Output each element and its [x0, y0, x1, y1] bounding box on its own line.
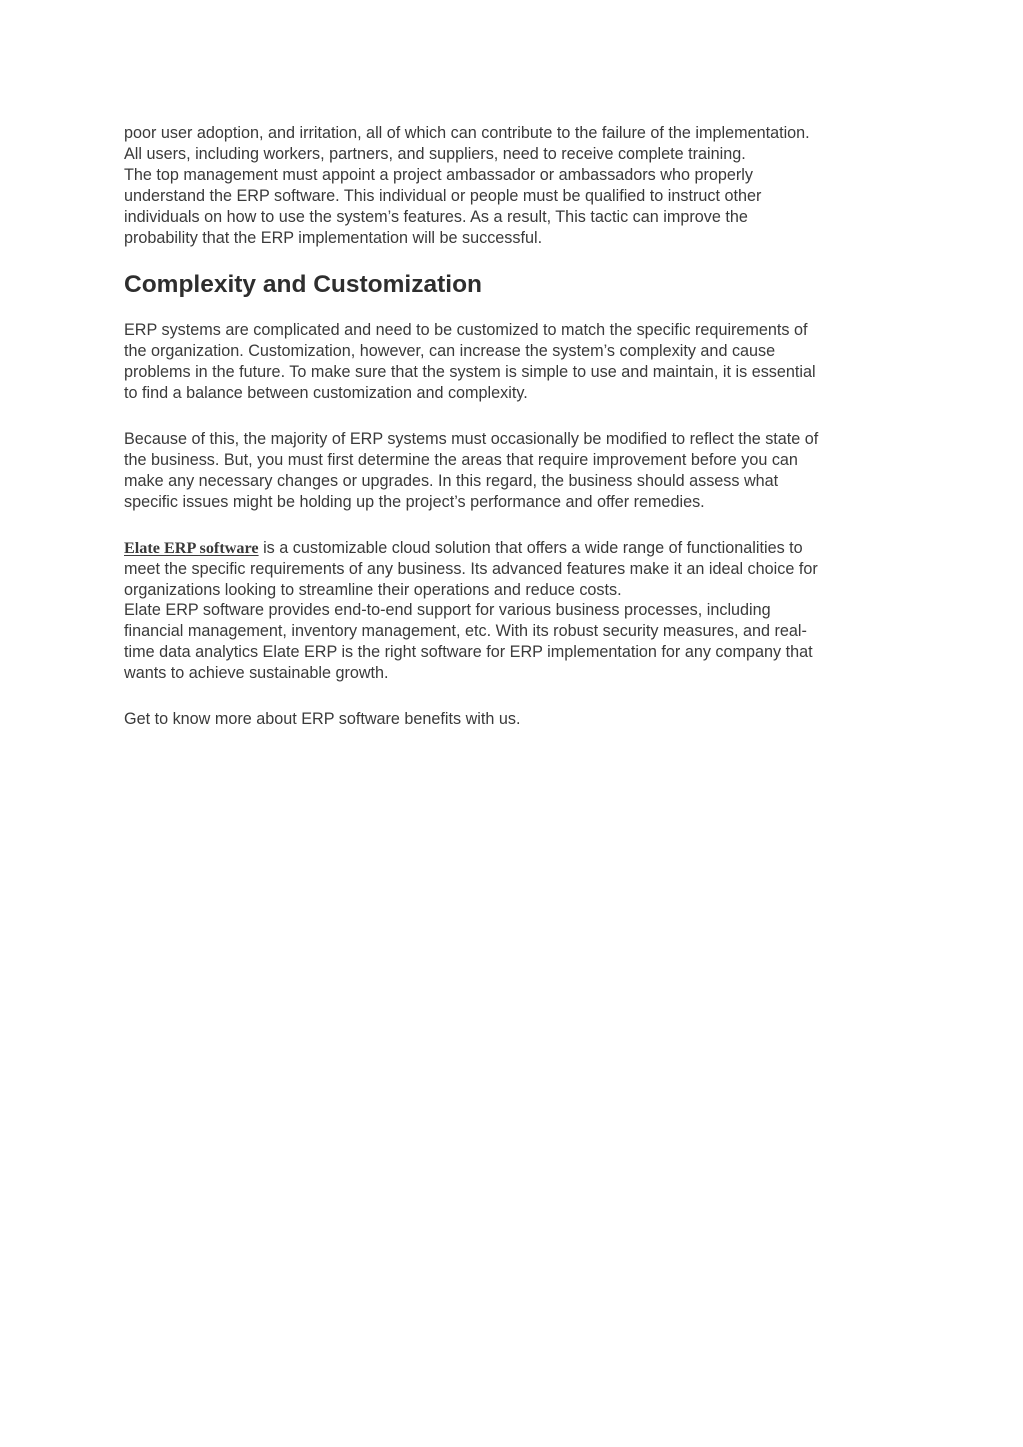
paragraph-line: wants to achieve sustainable growth.: [124, 664, 389, 683]
paragraph-line: meet the specific requirements of any business. Its advanced features make it an ideal choice for: [124, 559, 818, 578]
paragraph-line: Elate ERP software provides end-to-end support for various business processes, including: [124, 601, 771, 620]
intro-line: All users, including workers, partners, and suppliers, need to receive complete training.: [124, 144, 746, 163]
paragraph-line: the organization. Customization, however, can increase the system’s complexity and cause: [124, 342, 776, 361]
elate-paragraph: [124, 538, 904, 684]
paragraph-line: financial management, inventory management, etc. With its robust security measures, and real-: [124, 622, 807, 641]
intro-line: understand the ERP software. This individual or people must be qualified to instruct other: [124, 186, 762, 205]
intro-line: poor user adoption, and irritation, all of which can contribute to the failure of the implementation.: [124, 124, 810, 142]
intro-paragraph: [124, 123, 904, 248]
paragraph-line: the business. But, you must first determine the areas that require improvement before you can: [124, 450, 798, 469]
modification-paragraph: [124, 429, 904, 513]
paragraph-line: organizations looking to streamline their operations and reduce costs.: [124, 580, 622, 599]
intro-line: The top management must appoint a project ambassador or ambassadors who properly: [124, 165, 753, 184]
paragraph-line: Because of this, the majority of ERP systems must occasionally be modified to reflect the state of: [124, 430, 819, 449]
paragraph-line: make any necessary changes or upgrades. In this regard, the business should assess what: [124, 471, 779, 490]
section-heading: Complexity and Customization: [124, 271, 483, 299]
paragraph-line: [124, 538, 904, 559]
page-content: [124, 123, 904, 730]
paragraph-line: to find a balance between customization and complexity.: [124, 384, 528, 403]
elate-erp-software-link[interactable]: Elate ERP software: [124, 538, 259, 557]
closing-paragraph: [124, 709, 904, 730]
paragraph-line: time data analytics Elate ERP is the right software for ERP implementation for any company that: [124, 643, 813, 662]
paragraph-line: problems in the future. To make sure that the system is simple to use and maintain, it is essential: [124, 363, 816, 382]
paragraph-line: ERP systems are complicated and need to be customized to match the specific requirements of: [124, 321, 808, 340]
intro-line: individuals on how to use the system’s features. As a result, This tactic can improve the: [124, 207, 748, 226]
paragraph-line: specific issues might be holding up the project’s performance and offer remedies.: [124, 492, 705, 511]
closing-line: Get to know more about ERP software benefits with us.: [124, 710, 521, 729]
paragraph-text: is a customizable cloud solution that offers a wide range of functionalities to: [258, 538, 803, 557]
intro-line: probability that the ERP implementation will be successful.: [124, 228, 543, 247]
complexity-paragraph: [124, 320, 904, 404]
